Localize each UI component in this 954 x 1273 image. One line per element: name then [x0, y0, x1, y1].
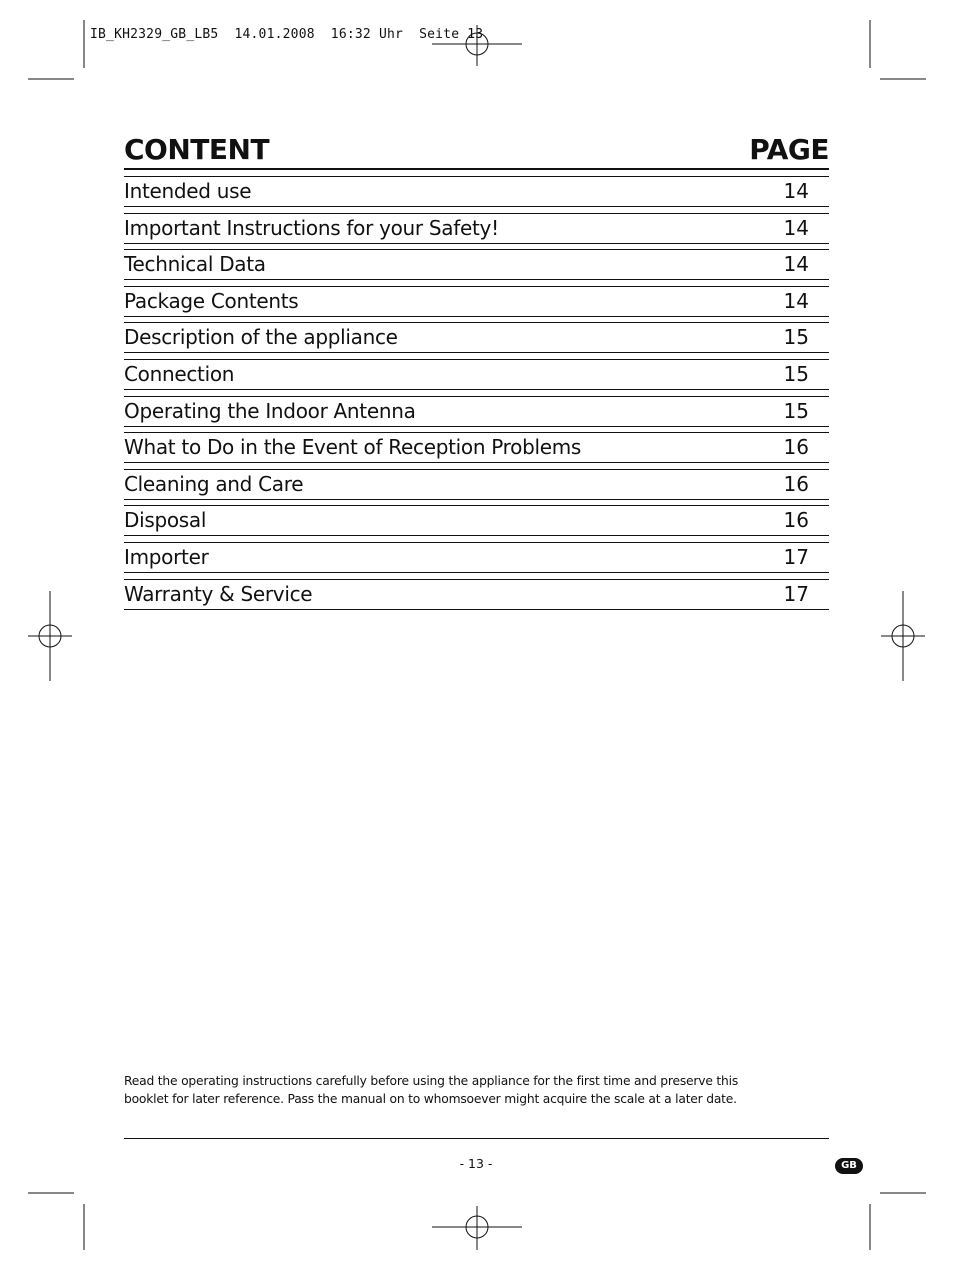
toc-item-disposal[interactable] — [124, 505, 829, 536]
page-number: - 13 - — [459, 1156, 493, 1171]
toc-heading-page: PAGE — [749, 133, 829, 166]
toc-item-page: 16 — [783, 435, 809, 460]
toc-item-reception-problems[interactable] — [124, 432, 829, 463]
reading-note-line-2: booklet for later reference. Pass the manual on to whomsoever might acquire the scale at a later date. — [124, 1092, 737, 1106]
registration-mark-top — [432, 25, 522, 66]
toc-item-page: 14 — [783, 288, 809, 313]
toc-item-page: 15 — [783, 325, 809, 350]
registration-mark-left — [28, 591, 72, 681]
reading-note — [124, 1072, 764, 1108]
toc-item-warranty[interactable] — [124, 579, 829, 610]
toc-item-safety-instructions[interactable] — [124, 213, 829, 244]
toc-item-page: 17 — [783, 544, 809, 569]
toc-item-page: 15 — [783, 398, 809, 423]
toc-item-importer[interactable] — [124, 542, 829, 573]
footer-rule — [124, 1138, 829, 1139]
toc-item-page: 14 — [783, 179, 809, 203]
toc-item-title: Disposal — [124, 508, 207, 533]
toc-item-description[interactable] — [124, 322, 829, 353]
toc-item-title: Technical Data — [124, 252, 266, 277]
toc-item-title: Intended use — [124, 179, 252, 203]
toc-item-operating[interactable] — [124, 396, 829, 427]
toc-item-title: Connection — [124, 361, 235, 386]
toc-item-title: Description of the appliance — [124, 325, 398, 350]
toc-item-cleaning[interactable] — [124, 469, 829, 500]
toc-item-title: Important Instructions for your Safety! — [124, 215, 499, 240]
toc-item-title: Warranty & Service — [124, 581, 313, 606]
toc-item-page: 16 — [783, 508, 809, 533]
toc-list — [124, 176, 829, 615]
toc-item-page: 17 — [783, 581, 809, 606]
toc-item-page: 16 — [783, 471, 809, 496]
toc-item-page: 14 — [783, 252, 809, 277]
toc-item-title: What to Do in the Event of Reception Problems — [124, 435, 582, 460]
toc-item-title: Package Contents — [124, 288, 299, 313]
language-badge: GB — [835, 1158, 863, 1174]
toc-item-connection[interactable] — [124, 359, 829, 390]
toc-item-title: Cleaning and Care — [124, 471, 304, 496]
toc-header — [124, 132, 829, 170]
toc-item-page: 15 — [783, 361, 809, 386]
toc-item-title: Operating the Indoor Antenna — [124, 398, 416, 423]
toc-heading-content: CONTENT — [124, 133, 270, 166]
registration-mark-bottom — [432, 1206, 522, 1250]
registration-mark-right — [881, 591, 925, 681]
toc-item-package-contents[interactable] — [124, 286, 829, 317]
toc-item-technical-data[interactable] — [124, 249, 829, 280]
toc-item-page: 14 — [783, 215, 809, 240]
toc-item-title: Importer — [124, 544, 209, 569]
toc-item-intended-use[interactable] — [124, 176, 829, 207]
print-slug: IB_KH2329_GB_LB5 14.01.2008 16:32 Uhr Seite 13 — [90, 27, 484, 42]
reading-note-line-1: Read the operating instructions carefully before using the appliance for the first time and preserve this — [124, 1074, 739, 1088]
